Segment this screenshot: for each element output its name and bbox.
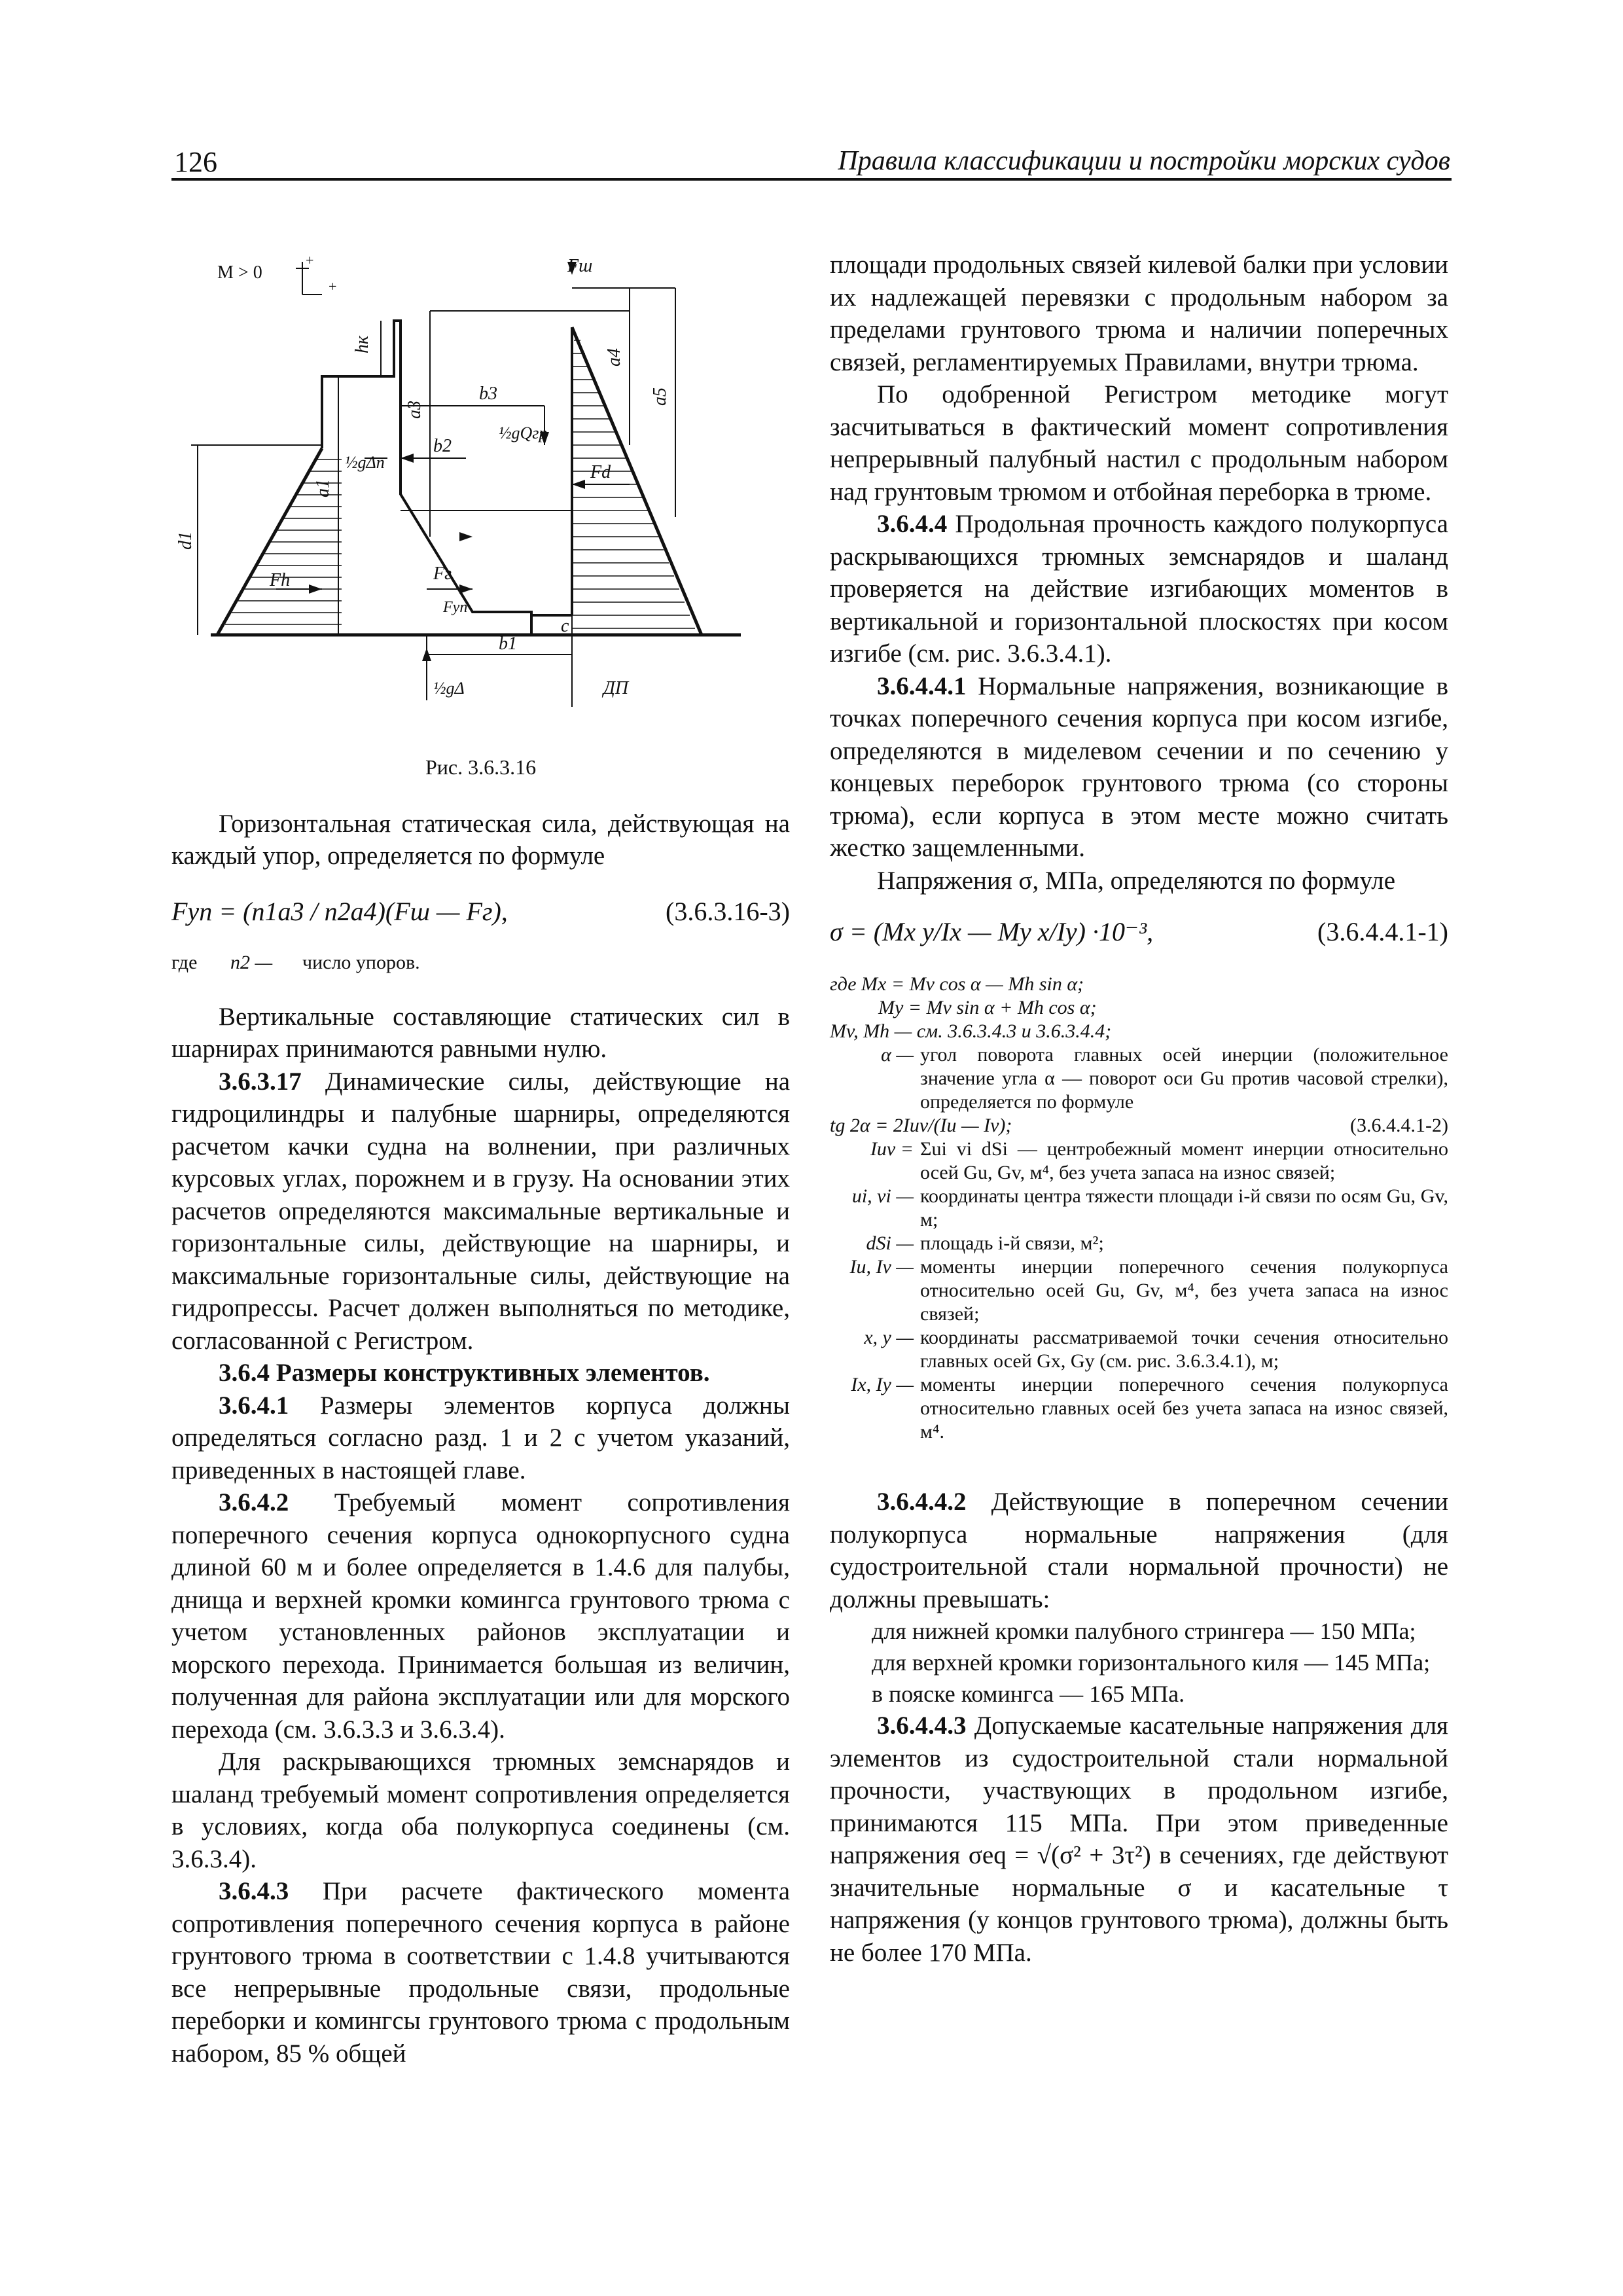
fig-label-dp: ДП [603,678,629,698]
list-item: в пояске комингса — 165 МПа. [872,1681,1185,1707]
para-3-6-4-4-1: 3.6.4.4.1 Нормальные напряжения, возникающие в точках поперечного сечения корпуса при косом изгибе, определяются в миделевом сечении и по сечению у концевых переборок грунтового трюма (со стороны трюма), если корпуса в этом месте можно считать жестко защемленными. [830,672,1448,862]
para-horizontal-force: Горизонтальная статическая сила, действующая на каждый упор, определяется по формуле [171,809,790,870]
fig-label-fg: Fг [433,564,452,584]
where-row: Ix, Iy — моменты инерции поперечного сечения полукорпуса относительно главных осей без учета запаса на износ связей, м⁴. [851,1374,1448,1443]
fig-label-gdn: ½gΔn [345,453,385,472]
fig-label-a1: a1 [313,479,333,497]
fig-label-b1: b1 [499,634,517,654]
fig-label-fd: Fd [590,462,611,482]
para-3-6-4-4-3: 3.6.4.4.3 Допускаемые касательные напряжения для элементов из судостроительной стали нормальной прочности, участвующих в продольном изгибе, принимаются 115 МПа. При этом приведенные напряжения σeq = √(σ² + 3τ²) в сечениях, где действуют значительные нормальные σ и касательные τ напряжения (у концов грунтового трюма), должны быть не более 170 МПа. [830,1712,1448,1967]
where-row: Iuv = Σui vi dSi — центробежный момент инерции относительно осей Gu, Gv, м⁴, без учета запаса на износ связей; [870,1138,1448,1183]
list-item: для нижней кромки палубного стрингера — 150 МПа; [872,1618,1416,1644]
para-3-6-4-1: 3.6.4.1 Размеры элементов корпуса должны определяться согласно разд. 1 и 2 с учетом указаний, приведенных в настоящей главе. [171,1391,790,1484]
stress-limits-list [830,1615,1448,1710]
where-row-formula: tg 2α = 2Iuv/(Iu — Iv); (3.6.4.4.1-2) [830,1115,1448,1136]
hull-section-diagram [171,249,790,746]
fig-label-a5: a5 [650,387,670,406]
para-keel-continuation: площади продольных связей килевой балки при условии их надлежащей перевязки с продольным набором за пределами грунтового трюма и наличии поперечных связей, регламентируемых Правилами, внутри трюма. [830,251,1448,376]
fig-label-b2: b2 [433,436,452,456]
para-vertical-components: Вертикальные составляющие статических сил в шарнирах принимаются равными нулю. [171,1002,790,1063]
para-dredgers: Для раскрывающихся трюмных земснарядов и шаланд требуемый момент сопротивления определяется в условиях, когда оба полукорпуса соединены (см. 3.6.3.4). [171,1748,790,1873]
fig-label-hk: hк [352,335,372,353]
svg-text:+: + [329,278,337,295]
para-3-6-4-3: 3.6.4.3 При расчете фактического момента сопротивления поперечного сечения корпуса в районе грунтового трюма в соответствии с 1.4.8 учитываются все непрерывные продольные связи, продольные переборки и комингсы грунтового трюма с продольным набором, 85 % общей [171,1877,790,2068]
header-rule [171,178,1452,181]
formula-3-6-3-16-3 [171,886,790,938]
fig-label-fup: Fуп [443,599,468,616]
formula-number: (3.6.3.16-3) [666,896,790,926]
running-header-title: Правила классификации и постройки морских судов [838,146,1450,176]
where-row: α — угол поворота главных осей инерции (положительное значение угла α — поворот оси Gu против часовой стрелки), определяется по формуле [881,1044,1448,1113]
fig-label-gd: ½gΔ [433,679,465,698]
para-registry-method: По одобренной Регистром методике могут засчитываться в фактический момент сопротивления непрерывный палубный настил с продольным набором над грунтовым трюмом и отбойная переборка в трюме. [830,380,1448,506]
formula-3-6-4-4-1-1 [830,906,1448,958]
fig-label-fh: Fh [270,570,291,590]
para-3-6-4-4-2: 3.6.4.4.2 Действующие в поперечном сечении полукорпуса нормальные напряжения (для судостроительной стали нормальной прочности) не должны превышать: [830,1488,1448,1613]
where-row: x, y — координаты рассматриваемой точки сечения относительно главных осей Gx, Gy (см. рис. 3.6.3.4.1), м; [864,1327,1448,1372]
where-row: Iu, Iv — моменты инерции поперечного сечения полукорпуса относительно осей Gu, Gv, м⁴, без учета запаса на износ связей; [849,1256,1448,1325]
para-stresses-formula-intro: Напряжения σ, МПа, определяются по формуле [877,866,1396,895]
where-row: ui, vi — координаты центра тяжести площади i-й связи по осям Gu, Gv, м; [851,1185,1448,1230]
formula-number: (3.6.4.4.1-1) [1317,917,1448,947]
para-3-6-4-4: 3.6.4.4 Продольная прочность каждого полукорпуса раскрывающихся трюмных земснарядов и шаланд проверяется на действие изгибающих моментов в вертикальной и горизонтальной плоскостях при косом изгибе (см. рис. 3.6.3.4.1). [830,510,1448,668]
formula-body: Fуп = (n1a3 / n2a4)(Fш — Fг), [171,896,508,926]
fig-label-gqgr: ½gQгр [499,423,548,442]
where-mv-mh: Mv, Mh — см. 3.6.3.4.3 и 3.6.3.4.4; [830,1020,1112,1042]
para-3-6-4-2: 3.6.4.2 Требуемый момент сопротивления поперечного сечения корпуса однокорпусного судна длиной 60 м и более определяется в 1.4.6 для палубы, днища и верхней кромки комингса грунтового трюма с учетом установленных районов эксплуатации и морского перехода. Принимается большая из величин, полученная для района эксплуатации или для морского перехода (см. 3.6.3.3 и 3.6.3.4). [171,1488,790,1744]
hull-contour [322,321,531,635]
fig-label-a4: a4 [604,348,624,367]
left-column [171,249,790,2070]
where-block [830,973,1448,1444]
fig-label-b3: b3 [479,384,497,404]
fig-label-a3: a3 [404,401,425,419]
heading-3-6-4: 3.6.4 Размеры конструктивных элементов. [219,1359,710,1387]
where-symbol: n2 — [230,951,273,973]
right-column [830,249,1448,1969]
svg-text:+: + [306,252,314,268]
fig-label-fsh: Fш [567,256,593,276]
page-number: 126 [174,146,217,178]
where-mx: где Mx = Mv cos α — Mh sin α; [830,973,1084,995]
where-my: My = Mv sin α + Mh cos α; [878,997,1097,1018]
list-item: для верхней кромки горизонтального киля — 145 МПа; [872,1649,1431,1676]
fig-label-moment: M > 0 [217,262,262,283]
where-row: dSi — площадь i-й связи, м²; [866,1232,1104,1254]
figure-3-6-3-16 [171,249,790,746]
para-3-6-3-17: 3.6.3.17 Динамические силы, действующие на гидроцилиндры и палубные шарниры, определяются расчетом качки судна на волнении, при различных курсовых углах, порожнем и в грузу. На основании этих расчетов определяются максимальные вертикальные и горизонтальные силы, действующие на шарниры, и максимальные горизонтальные силы, действующие на гидропрессы. Расчет должен выполняться по методике, согласованной с Регистром. [171,1067,790,1355]
figure-caption: Рис. 3.6.3.16 [425,755,537,779]
fig-label-c: c [561,616,569,636]
where-text: число упоров. [302,951,420,973]
where-lead: где [171,951,198,973]
fig-label-d1: d1 [175,531,196,550]
where-row [171,951,790,975]
formula-body: σ = (Mx y/Ix — My x/Iy) ·10⁻³, [830,917,1154,947]
